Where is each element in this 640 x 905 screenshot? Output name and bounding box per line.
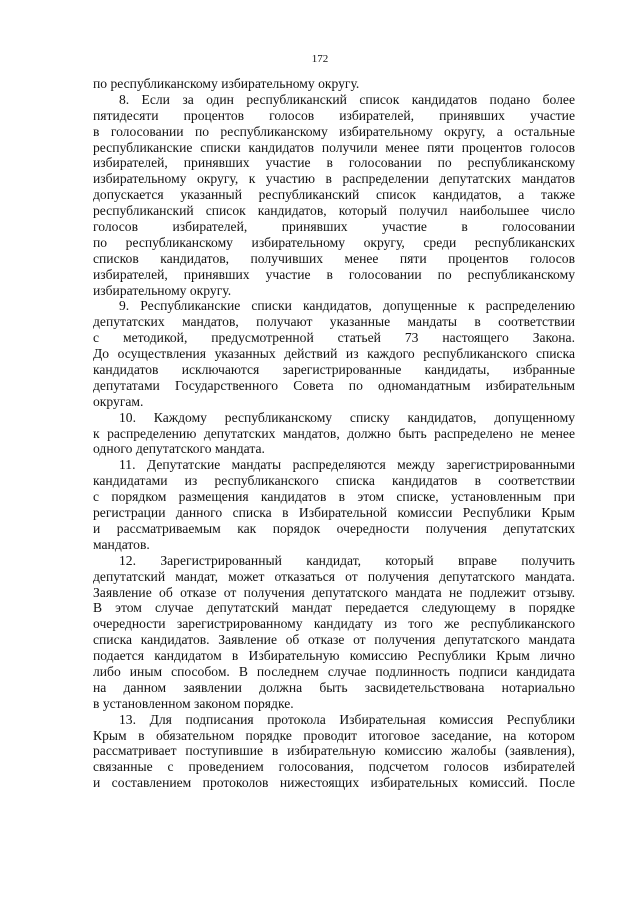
- text-line: республиканский список кандидатов, который получил наибольшее число: [93, 203, 575, 219]
- text-line: До осуществления указанных действий из каждого республиканского списка: [93, 346, 575, 362]
- text-line: избирательному округу, к участию в распределении депутатских мандатов: [93, 171, 575, 187]
- text-line: и рассматриваемым как порядок очередности получения депутатских: [93, 520, 575, 536]
- text-line: 8. Если за один республиканский список кандидатов подано более: [119, 91, 575, 107]
- text-line: округам.: [93, 393, 144, 409]
- text-line: и составлением протоколов нижестоящих избирательных комиссий. После: [93, 775, 575, 791]
- text-line: 12. Зарегистрированный кандидат, который вправе получить: [119, 552, 575, 568]
- text-line: на данном заявлении должна быть засвидетельствована нотариально: [93, 679, 575, 695]
- text-line: республиканские списки кандидатов получили менее пяти процентов голосов: [93, 139, 575, 155]
- text-line: В этом случае депутатский мандат передается следующему в порядке: [93, 600, 575, 616]
- text-line: списков кандидатов, получивших менее пяти процентов голосов: [93, 250, 575, 266]
- text-line: регистрации данного списка в Избирательной комиссии Республики Крым: [93, 505, 575, 521]
- text-line: очередности зарегистрированному кандидату из того же республиканского: [93, 616, 575, 632]
- text-line: 11. Депутатские мандаты распределяются между зарегистрированными: [119, 457, 575, 473]
- text-line: избирателей, принявших участие в голосовании по республиканскому: [93, 266, 575, 282]
- text-line: подается кандидатом в Избирательную комиссию Республики Крым лично: [93, 648, 575, 664]
- text-line: по республиканскому избирательному округу.: [93, 76, 360, 91]
- text-line: одного депутатского мандата.: [93, 441, 265, 457]
- text-line: в голосовании по республиканскому избирательному округу, а остальные: [93, 123, 575, 139]
- page-number: 172: [311, 53, 329, 65]
- text-line: избирателей, принявших участие в голосовании по республиканскому: [93, 155, 575, 171]
- text-line: с методикой, предусмотренной статьей 73 настоящего Закона.: [93, 330, 575, 346]
- text-line: 13. Для подписания протокола Избирательная комиссия Республики: [119, 711, 575, 727]
- text-line: голосов избирателей, принявших участие в голосовании: [93, 219, 575, 235]
- text-line: депутатских мандатов, получают указанные мандаты в соответствии: [93, 314, 575, 330]
- text-line: рассматривает поступившие в избирательную комиссию жалобы (заявления),: [93, 743, 575, 759]
- text-line: депутатский мандат, может отказаться от получения депутатского мандата.: [93, 568, 575, 584]
- text-line: мандатов.: [93, 536, 150, 552]
- text-line: 10. Каждому республиканскому списку кандидатов, допущенному: [119, 409, 575, 425]
- text-line: Крым в обязательном порядке проводит итоговое заседание, на котором: [93, 727, 575, 743]
- text-line: связанные с проведением голосования, подсчетом голосов избирателей: [93, 759, 575, 775]
- text-line: избирательному округу.: [93, 282, 232, 298]
- text-line: кандидатами из республиканского списка кандидатов в соответствии: [93, 473, 575, 489]
- text-line: кандидатов исключаются зарегистрированные кандидаты, избранные: [93, 362, 575, 378]
- text-line: с порядком размещения кандидатов в этом списке, установленным при: [93, 489, 575, 505]
- text-line: в установленном законом порядке.: [93, 695, 294, 711]
- text-line: допускается указанный республиканский список кандидатов, а также: [93, 187, 575, 203]
- body-text: [93, 76, 575, 791]
- text-line: 9. Республиканские списки кандидатов, допущенные к распределению: [119, 298, 575, 314]
- text-line: депутатами Государственного Совета по одномандатным избирательным: [93, 377, 575, 393]
- text-line: пятидесяти процентов голосов избирателей, принявших участие: [93, 107, 575, 123]
- text-line: списка кандидатов. Заявление об отказе от получения депутатского мандата: [93, 632, 575, 648]
- text-line: по республиканскому избирательному округу, среди республиканских: [93, 234, 575, 250]
- text-line: Заявление об отказе от получения депутатского мандата не подлежит отзыву.: [93, 584, 575, 600]
- text-line: либо иным способом. В последнем случае подлинность подписи кандидата: [93, 663, 575, 679]
- text-line: к распределению депутатских мандатов, должно быть распределено не менее: [93, 425, 575, 441]
